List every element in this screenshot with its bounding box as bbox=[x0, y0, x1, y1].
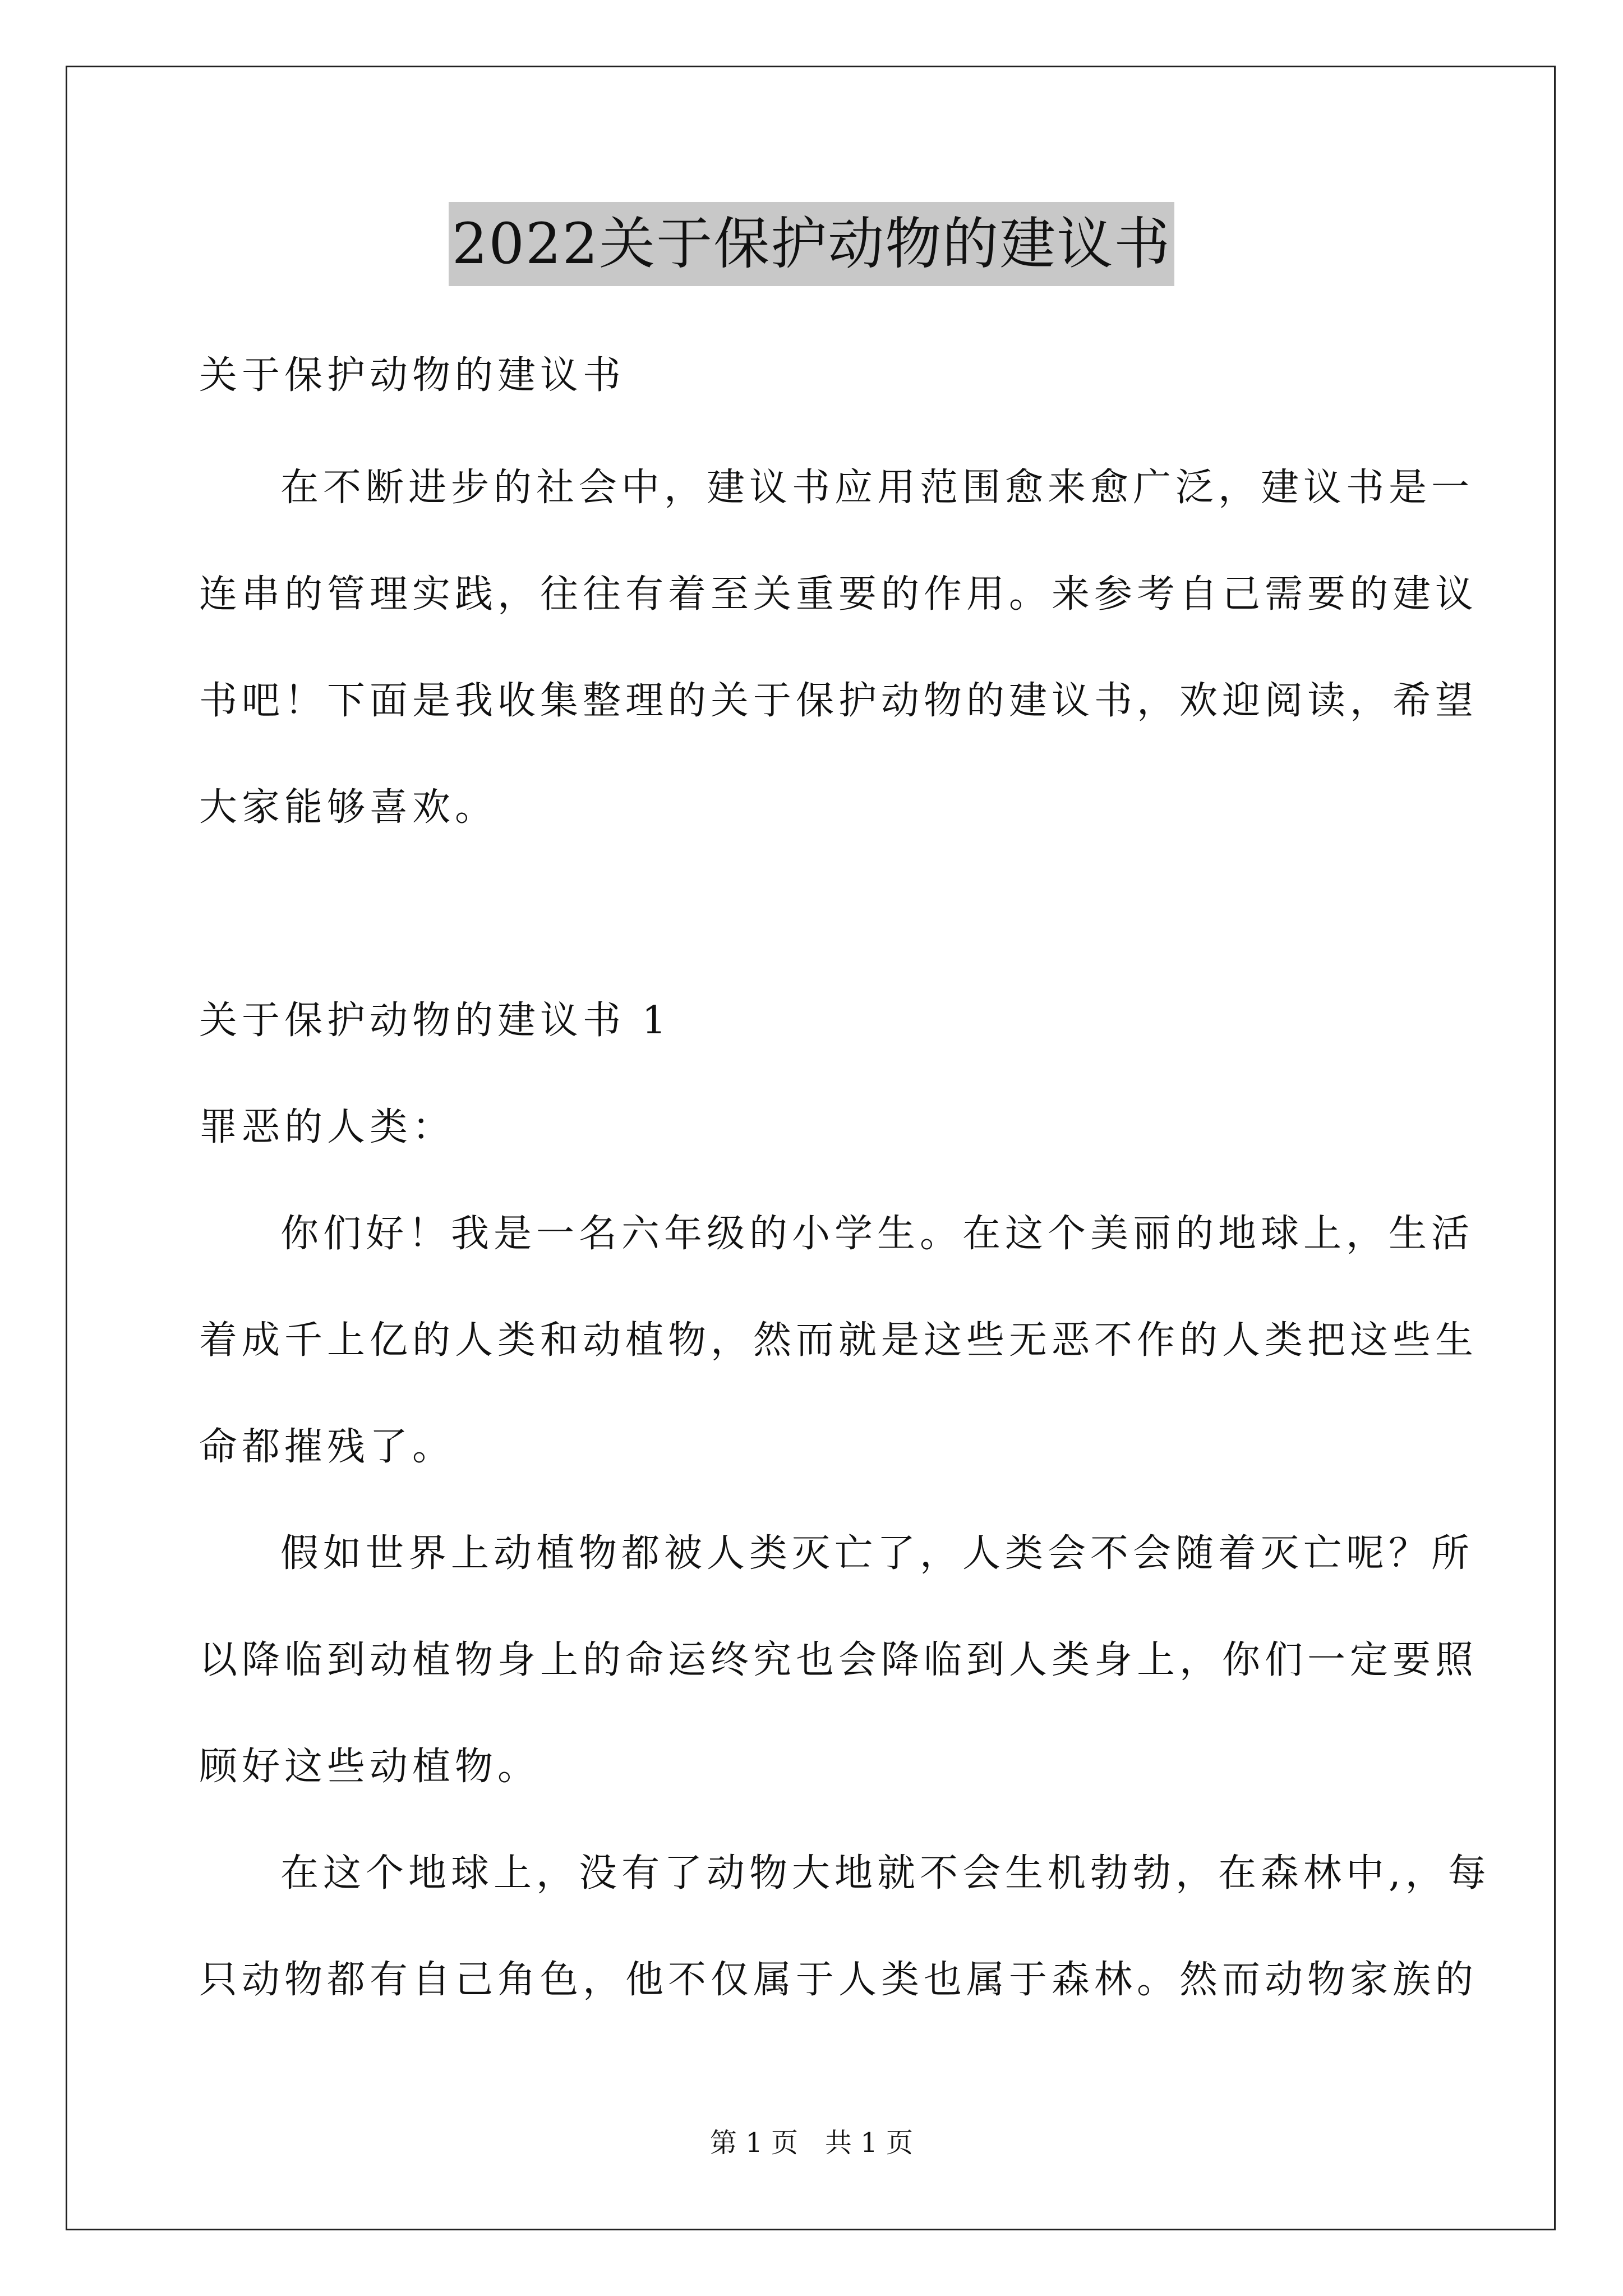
para2-line-1: 假如世界上动植物都被人类灭亡了，人类会不会随着灭亡呢？所 bbox=[280, 1531, 1474, 1576]
intro-line-2: 连串的管理实践，往往有着至关重要的作用。来参考自己需要的建议 bbox=[199, 572, 1478, 616]
para2-line-3: 顾好这些动植物。 bbox=[199, 1745, 541, 1789]
title-container bbox=[0, 202, 1623, 286]
intro-line-3: 书吧！下面是我收集整理的关于保护动物的建议书，欢迎阅读，希望 bbox=[199, 679, 1478, 723]
section-heading: 关于保护动物的建议书 1 bbox=[199, 999, 671, 1043]
intro-line-4: 大家能够喜欢。 bbox=[199, 785, 498, 830]
para2-line-2: 以降临到动植物身上的命运终究也会降临到人类身上，你们一定要照 bbox=[199, 1638, 1478, 1682]
para1-line-3: 命都摧残了。 bbox=[199, 1425, 455, 1469]
intro-line-1: 在不断进步的社会中，建议书应用范围愈来愈广泛，建议书是一 bbox=[280, 466, 1474, 510]
subtitle: 关于保护动物的建议书 bbox=[199, 353, 626, 398]
document-title: 2022关于保护动物的建议书 bbox=[449, 202, 1175, 286]
page-footer: 第 1 页 共 1 页 bbox=[709, 2127, 914, 2159]
para1-line-2: 着成千上亿的人类和动植物，然而就是这些无恶不作的人类把这些生 bbox=[199, 1318, 1478, 1363]
salutation: 罪恶的人类： bbox=[199, 1105, 455, 1149]
para3-line-2: 只动物都有自己角色，他不仅属于人类也属于森林。然而动物家族的 bbox=[199, 1958, 1478, 2002]
para3-line-1: 在这个地球上，没有了动物大地就不会生机勃勃，在森林中,，每 bbox=[280, 1851, 1491, 1895]
para1-line-1: 你们好！我是一名六年级的小学生。在这个美丽的地球上，生活 bbox=[280, 1212, 1474, 1256]
